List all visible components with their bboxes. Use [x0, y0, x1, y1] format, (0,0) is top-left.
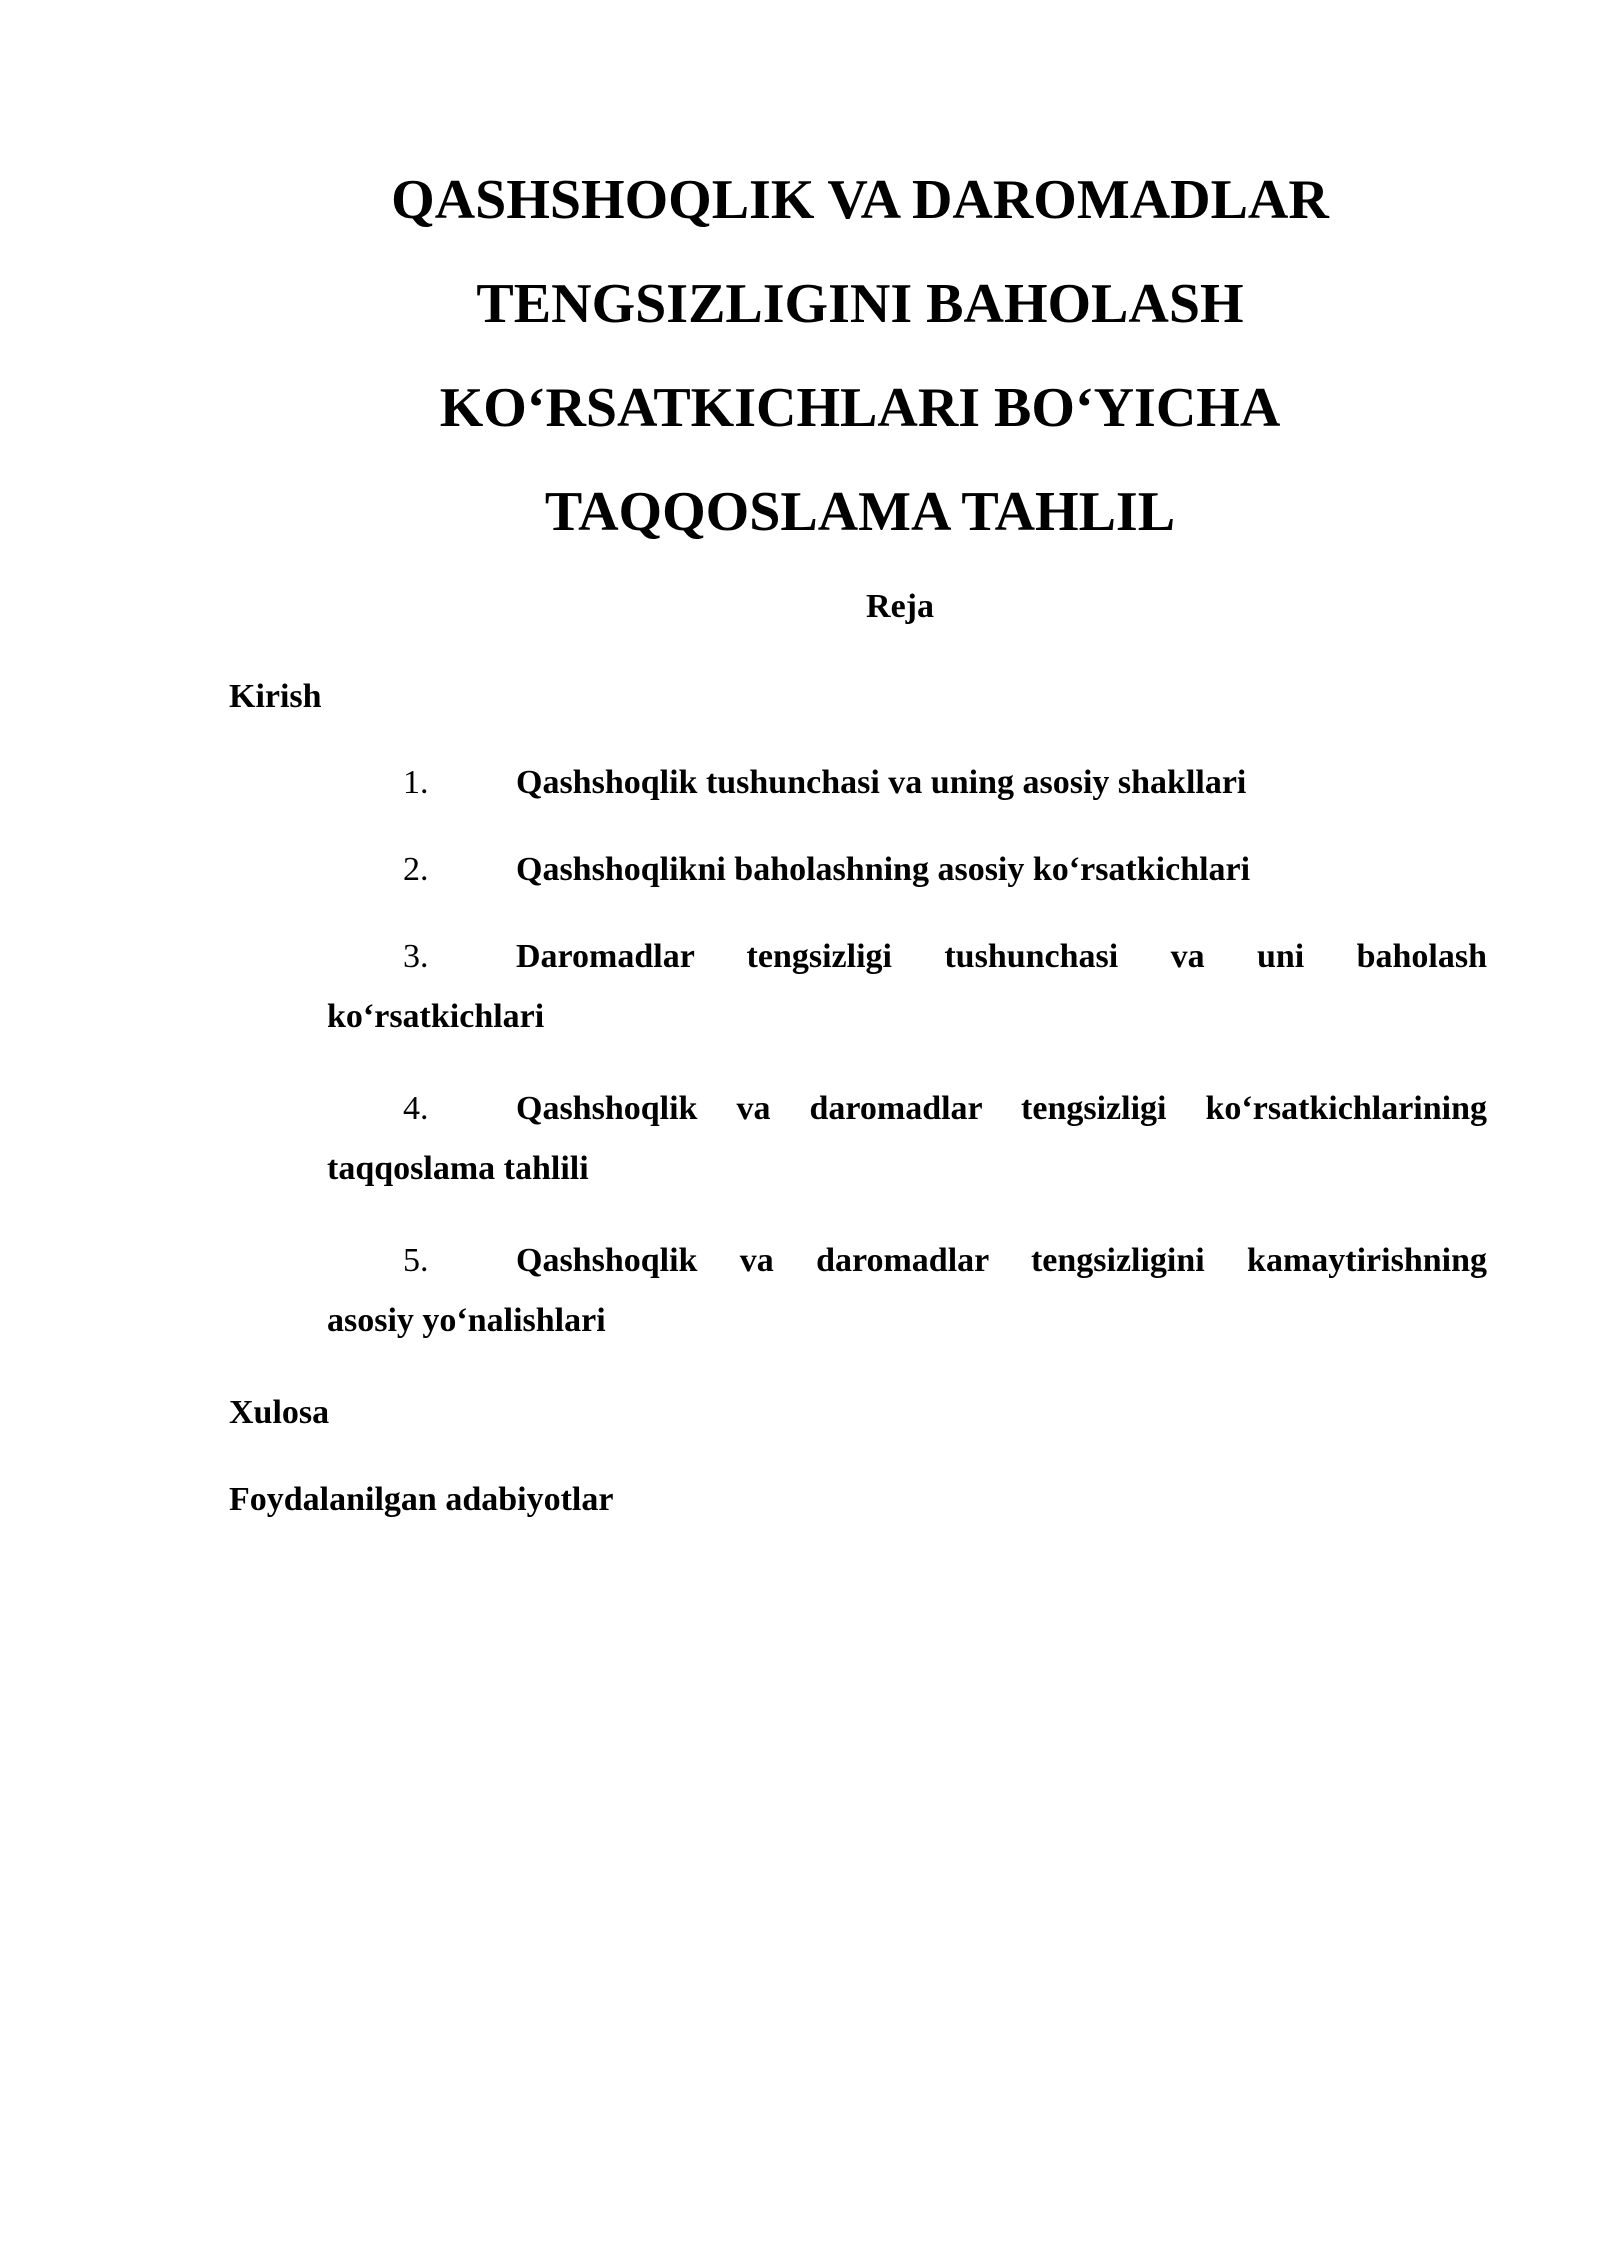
- plan-item-text: Daromadlar tengsizligi tushunchasi va uni baholash: [516, 938, 1487, 975]
- plan-item-continuation: asosiy yo‘nalishlari: [327, 1302, 606, 1339]
- document-title: [330, 148, 1390, 564]
- plan-item-number: 1.: [403, 764, 429, 801]
- section-references: Foydalanilgan adabiyotlar: [229, 1481, 614, 1518]
- plan-item: [327, 1228, 1487, 1353]
- plan-item-number: 5.: [403, 1242, 429, 1279]
- plan-item-continuation: ko‘rsatkichlari: [327, 998, 545, 1035]
- plan-item-text: Qashshoqlik va daromadlar tengsizligini kamaytirishning: [516, 1242, 1487, 1279]
- plan-item-text: Qashshoqlikni baholashning asosiy ko‘rsatkichlari: [516, 851, 1251, 888]
- plan-item: [327, 1076, 1487, 1201]
- title-line: TENGSIZLIGINI BAHOLASH: [476, 273, 1244, 335]
- plan-item-text: Qashshoqlik va daromadlar tengsizligi ko‘rsatkichlarining: [516, 1090, 1487, 1127]
- section-intro: Kirish: [229, 678, 322, 715]
- plan-item-number: 4.: [403, 1090, 429, 1127]
- plan-item: [327, 924, 1487, 1049]
- plan-heading: Reja: [866, 588, 934, 625]
- title-line: KO‘RSATKICHLARI BO‘YICHA: [439, 377, 1281, 439]
- title-line: QASHSHOQLIK VA DAROMADLAR: [391, 169, 1329, 231]
- plan-item-number: 3.: [403, 938, 429, 975]
- plan-item-number: 2.: [403, 851, 429, 888]
- plan-item-text: Qashshoqlik tushunchasi va uning asosiy shakllari: [516, 764, 1247, 801]
- plan-item: [327, 750, 1487, 815]
- plan-item: [327, 837, 1487, 902]
- section-conclusion: Xulosa: [229, 1394, 330, 1431]
- title-line: TAQQOSLAMA TAHLIL: [544, 481, 1176, 543]
- plan-item-continuation: taqqoslama tahlili: [327, 1150, 589, 1187]
